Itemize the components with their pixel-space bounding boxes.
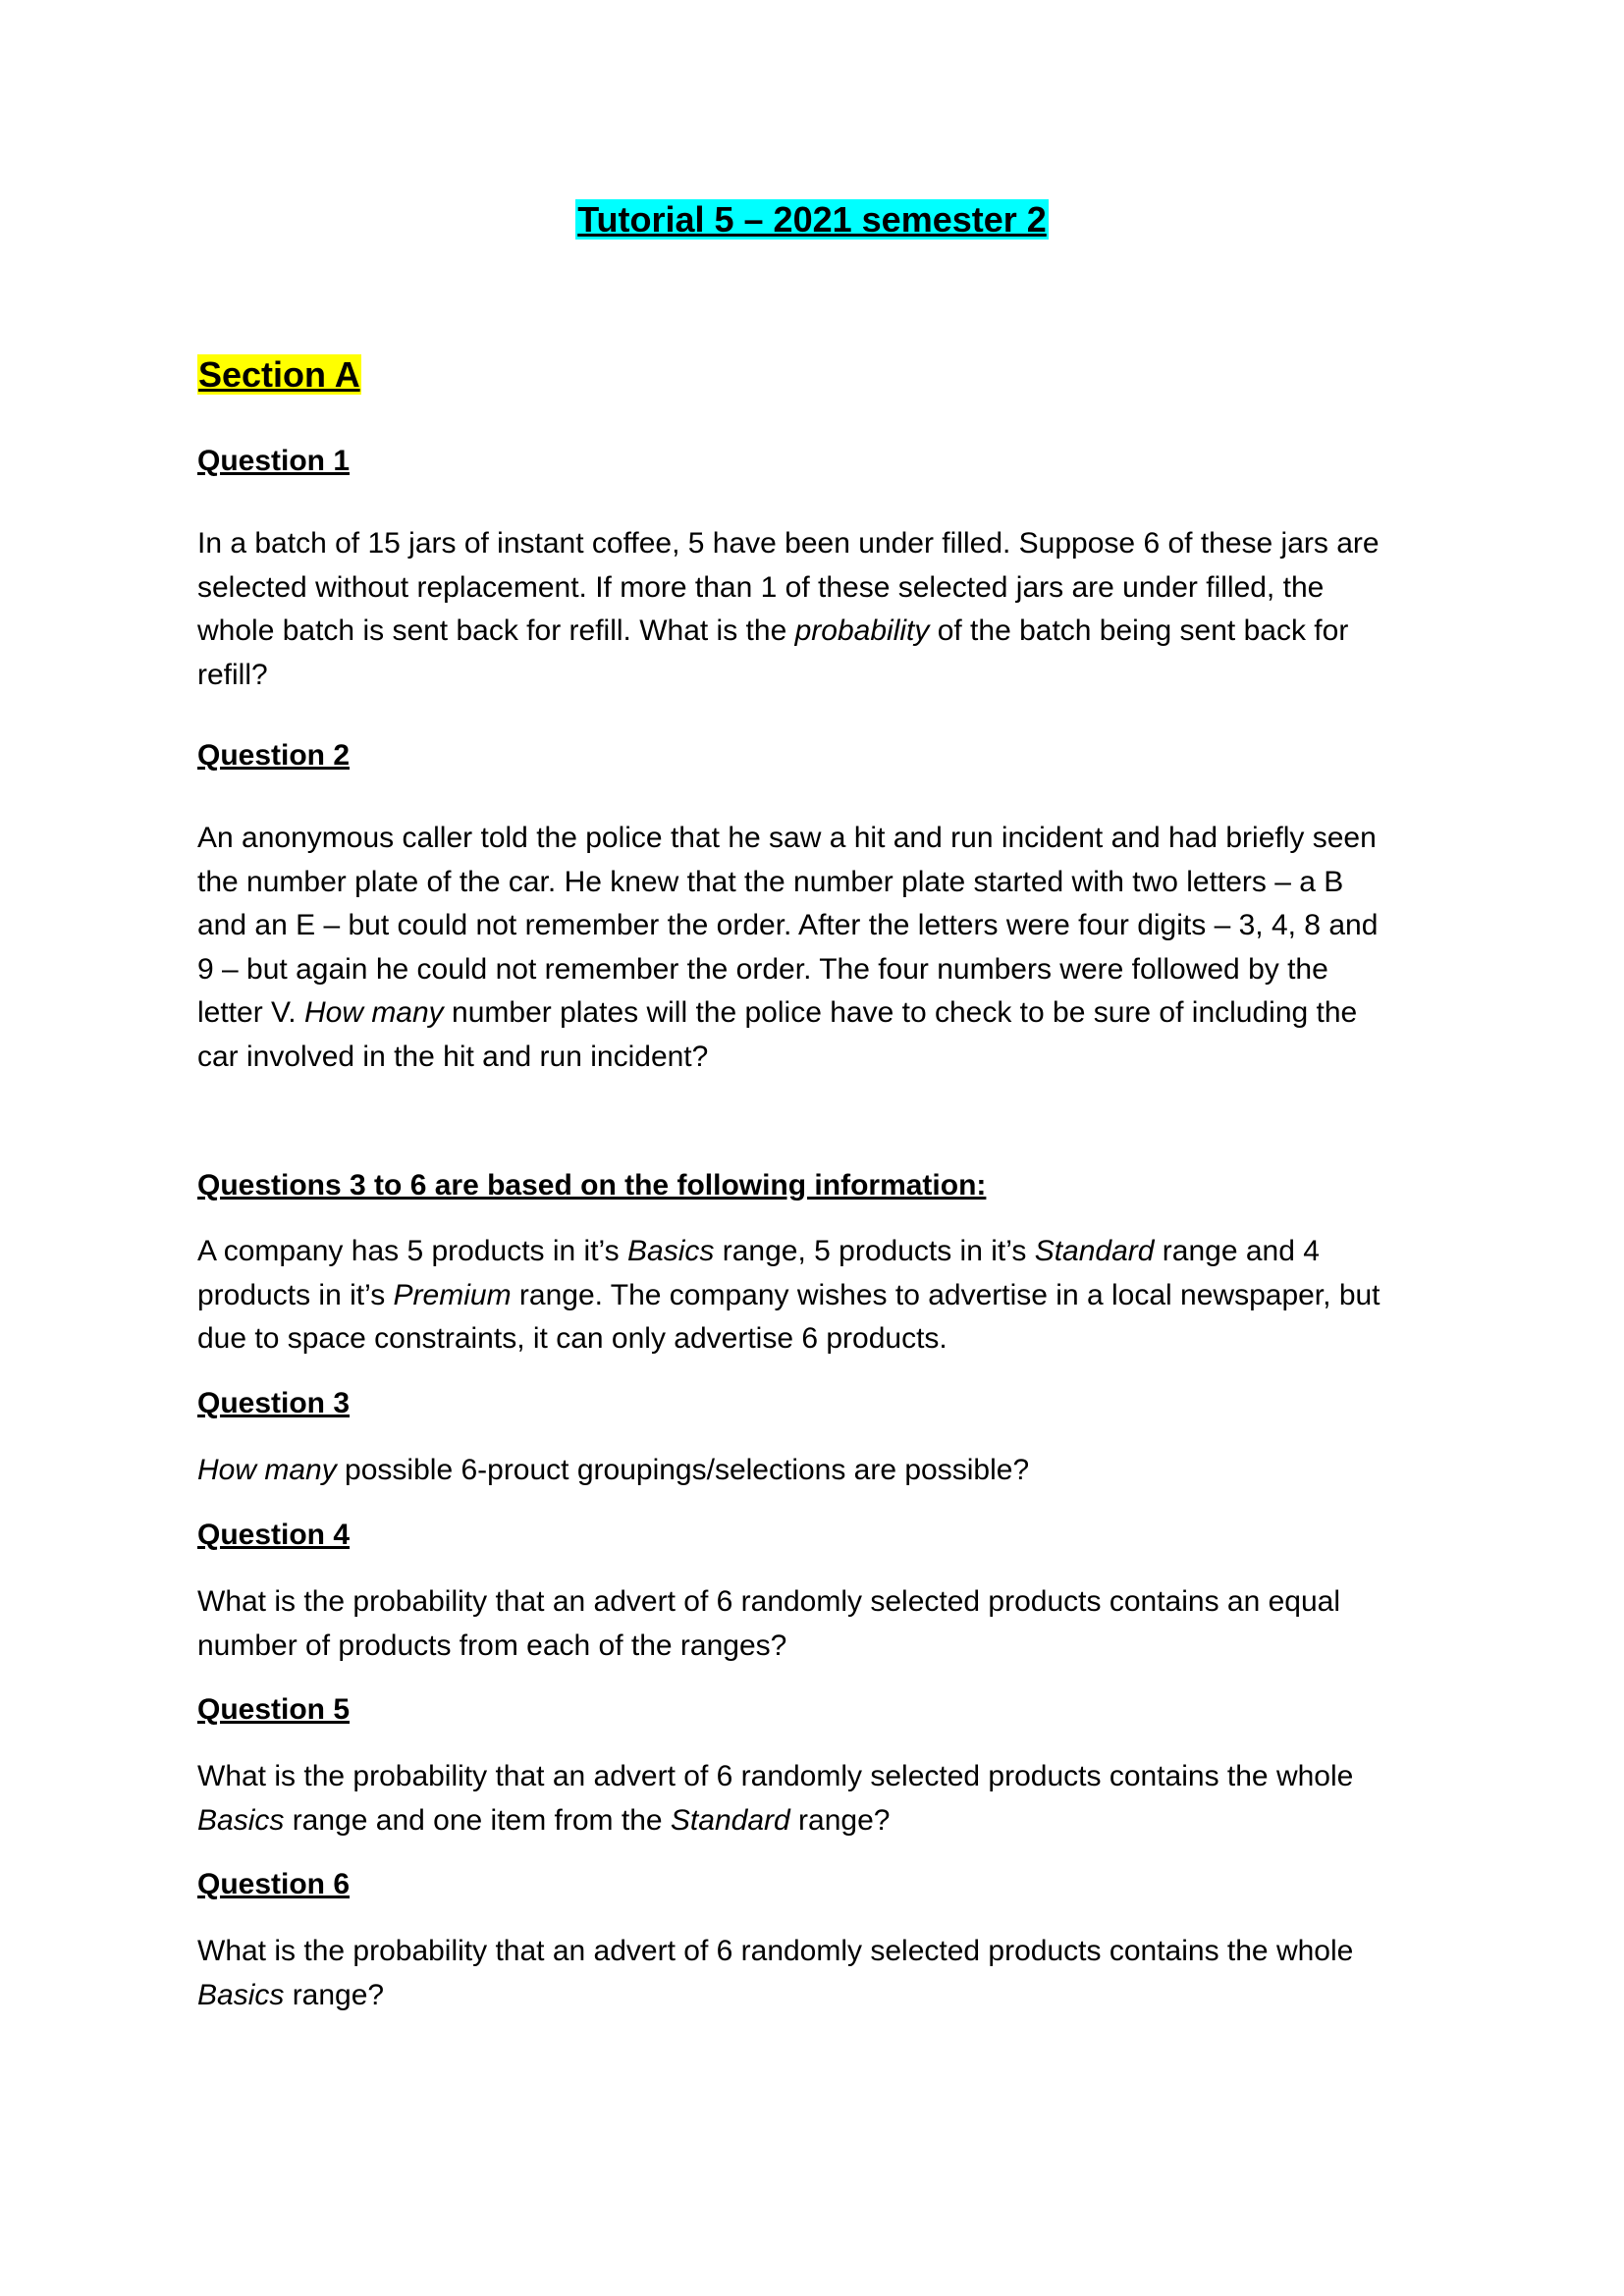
question-2-line-6: car involved in the hit and run incident?	[197, 1040, 709, 1073]
question-1-line-3: whole batch is sent back for refill. What is the probability of the batch being sent back for	[197, 614, 1349, 647]
section-heading	[197, 351, 361, 399]
question-4-line-1: What is the probability that an advert of 6 randomly selected products contains an equal	[197, 1585, 1341, 1618]
info-heading: Questions 3 to 6 are based on the following information:	[197, 1169, 987, 1201]
question-6-line-1: What is the probability that an advert of 6 randomly selected products contains the whole	[197, 1935, 1354, 1967]
document-title-text: Tutorial 5 – 2021 semester 2	[577, 199, 1047, 240]
question-5-line-2: Basics range and one item from the Standard range?	[197, 1803, 891, 1837]
question-5-text	[197, 1755, 1444, 1842]
question-4-line-2: number of products from each of the ranges?	[197, 1629, 787, 1662]
question-1-line-1: In a batch of 15 jars of instant coffee, 5 have been under filled. Suppose 6 of these jars are	[197, 527, 1380, 560]
question-5-line-1: What is the probability that an advert of 6 randomly selected products contains the whole	[197, 1760, 1354, 1792]
info-line-2: products in it’s Premium range. The company wishes to advertise in a local newspaper, but	[197, 1278, 1380, 1311]
question-6-heading: Question 6	[197, 1868, 351, 1900]
question-2-line-5: letter V. How many number plates will the police have to check to be sure of including the	[197, 996, 1358, 1029]
question-6-line-2: Basics range?	[197, 1978, 385, 2011]
question-1-line-4: refill?	[197, 658, 268, 691]
question-3-line-1: How many possible 6-prouct groupings/selections are possible?	[197, 1454, 1030, 1486]
question-6-text	[197, 1930, 1444, 2017]
question-2-text	[197, 817, 1444, 1079]
question-2-heading: Question 2	[197, 739, 351, 772]
question-2-line-3: and an E – but could not remember the order. After the letters were four digits – 3, 4, 8 and	[197, 909, 1379, 941]
info-line-3: due to space constraints, it can only advertise 6 products.	[197, 1322, 947, 1355]
question-5-heading: Question 5	[197, 1693, 351, 1726]
question-2-line-2: the number plate of the car. He knew that the number plate started with two letters – a B	[197, 865, 1344, 898]
question-1-heading: Question 1	[197, 445, 351, 477]
question-4-text	[197, 1580, 1444, 1668]
emphasis-how-many: How many	[303, 996, 444, 1029]
question-3-heading: Question 3	[197, 1387, 351, 1419]
info-line-1: A company has 5 products in it’s Basics range, 5 products in it’s Standard range and 4	[197, 1235, 1320, 1267]
question-2-line-4: 9 – but again he could not remember the order. The four numbers were followed by the	[197, 952, 1328, 986]
emphasis-probability: probability	[794, 614, 930, 647]
question-1-line-2: selected without replacement. If more than 1 of these selected jars are under filled, the	[197, 570, 1325, 604]
info-text	[197, 1230, 1444, 1362]
question-2-line-1: An anonymous caller told the police that he saw a hit and run incident and had briefly seen	[197, 822, 1377, 854]
question-3-text	[197, 1449, 1444, 1493]
question-1-text	[197, 522, 1444, 697]
section-heading-text: Section A	[198, 354, 360, 395]
document-title	[0, 196, 1624, 243]
question-4-heading: Question 4	[197, 1519, 351, 1551]
